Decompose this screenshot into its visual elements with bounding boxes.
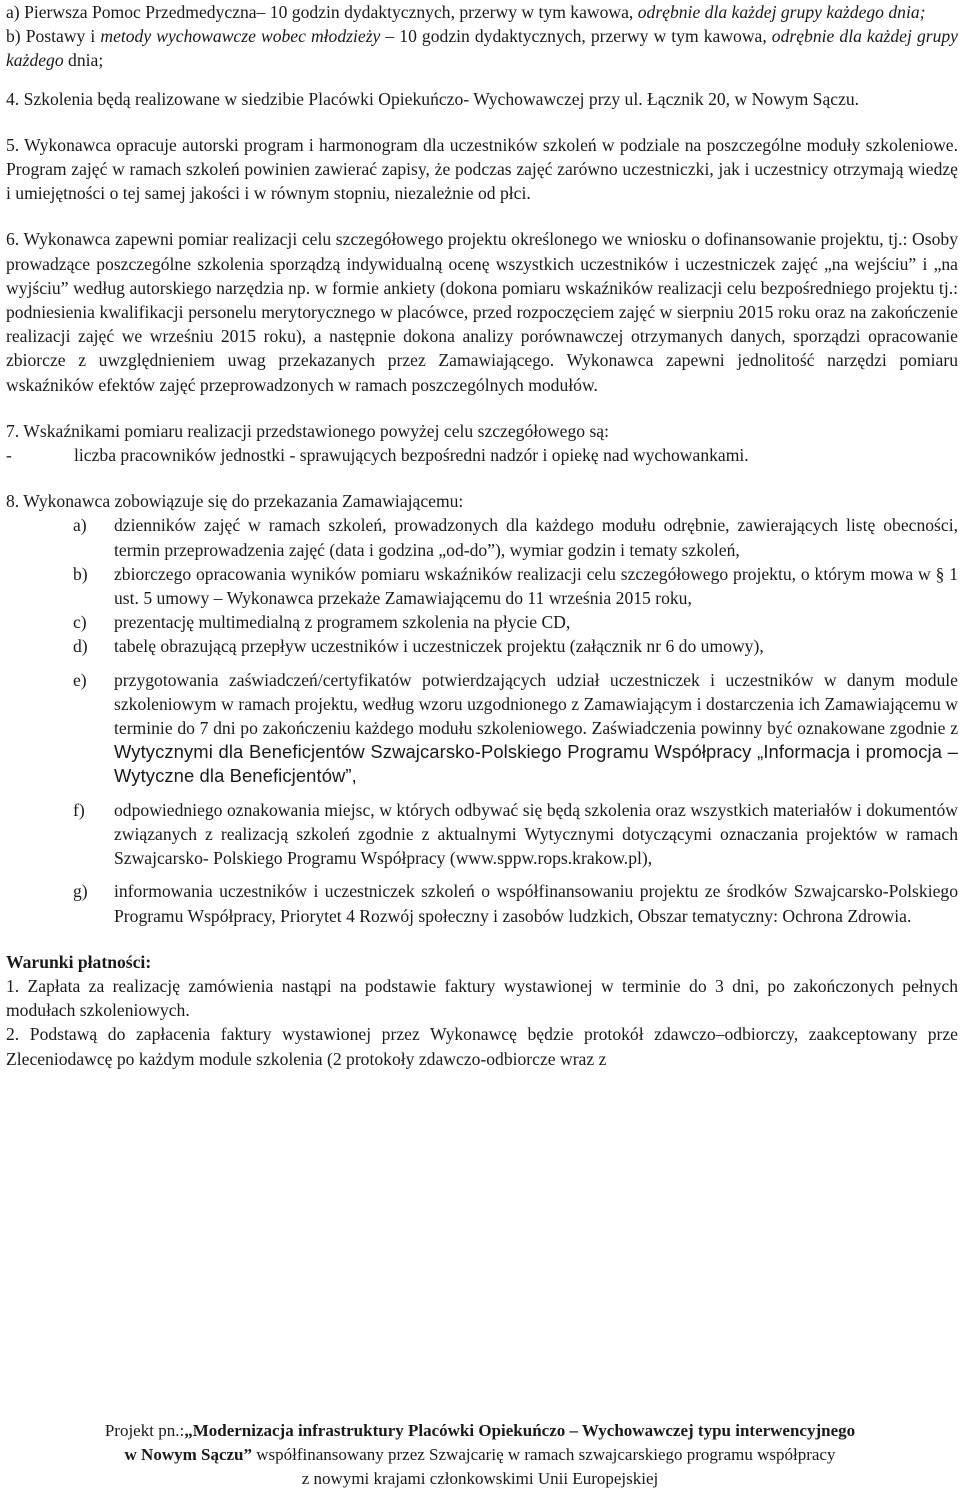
footer-line-3: z nowymi krajami członkowskimi Unii Europejskiej (301, 1469, 659, 1488)
payment-point-2: 2. Podstawą do zapłacenia faktury wystawionej przez Wykonawcę będzie protokół zdawczo–odbiorczy, zaakceptowany prze Zleceniodawcę po każdym module szkolenia (2 protokoły zdawczo-odbiorcze wraz z (6, 1024, 958, 1069)
document-page (6, 0, 958, 1071)
intro-a-italic: odrębnie dla każdej grupy każdego dnia; (637, 2, 926, 22)
section-7-item-text: liczba pracowników jednostki - sprawujących bezpośredni nadzór i opiekę nad wychowankami. (74, 445, 749, 466)
list-item-c: c) prezentację multimedialną z programem szkolenia na płycie CD, (73, 612, 571, 633)
footer-line-1: Projekt pn.:„Modernizacja infrastruktury Placówki Opiekuńczo – Wychowawczej typu interwencyjnego (104, 1421, 856, 1440)
section-6: 6. Wykonawca zapewni pomiar realizacji celu szczegółowego projektu określonego we wniosku o dofinansowanie projektu, tj.: Osoby prowadzące poszczególne szkolenia sporządzą indywidualną ocenę wszystkich uczestników i uczestniczek zajęć „na wejściu” i „na wyjściu” według autorskiego narzędzia np. w formie ankiety (dokona pomiaru wskaźników realizacji celu bezpośredniego projektu tj.: podniesienia kwalifikacji personelu merytorycznego w placówce, przed rozpoczęciem zajęć w sierpniu 2015 roku oraz na zakończenie realizacji zajęć we wrześniu 2015 roku), a następnie dokona analizy porównawczej otrzymanych danych, sporządzi opracowanie zbiorcze z uwzględnieniem uwag przekazanych przez Zamawiającego. Wykonawca zapewni jednolitość narzędzi pomiaru wskaźników efektów zajęć przeprowadzonych w ramach poszczególnych modułów. (6, 229, 958, 395)
list-item-e: e) przygotowania zaświadczeń/certyfikatów potwierdzających udział uczestniczek i uczestników w danym module szkoleniowym w ramach projektu, według wzoru uzgodnionego z Zamawiającym i dostarczenia ich Zamawiającemu w terminie do 7 dni po zakończeniu każdego modułu szkoleniowego. Zaświadczenia powinny być oznakowane zgodnie z Wytycznymi dla Beneficjentów Szwajcarsko-Polskiego Programu Współpracy „Informacja i promocja – Wytyczne dla Beneficjentów”, (73, 669, 958, 787)
intro-item-b: b) Postawy i metody wychowawcze wobec młodzieży – 10 godzin dydaktycznych, przerwy w tym kawowa, odrębnie dla każdej grupy każdego dnia; (6, 26, 958, 71)
footer-line-2: w Nowym Sączu” współfinansowany przez Szwajcarię w ramach szwajcarskiego programu współpracy (124, 1445, 836, 1464)
list-item-f: f) odpowiedniego oznakowania miejsc, w których odbywać się będą szkolenia oraz wszystkich materiałów i dokumentów związanych z realizacją szkoleń zgodnie z aktualnymi Wytycznymi dotyczącymi oznaczania projektów w ramach Szwajcarsko- Polskiego Programu Współpracy (www.sppw.rops.krakow.pl), (73, 799, 958, 869)
list-item-g: g) informowania uczestników i uczestniczek szkoleń o współfinansowaniu projektu ze środków Szwajcarsko-Polskiego Programu Współpracy, Priorytet 4 Rozwój społeczny i zasobów ludzkich, Obszar tematyczny: Ochrona Zdrowia. (73, 881, 958, 926)
list-item-a: a) dzienników zajęć w ramach szkoleń, prowadzonych dla każdego modułu odrębnie, zawierających listę obecności, termin przeprowadzenia zajęć (data i godzina „od-do”), wymiar godzin i tematy szkoleń, (73, 515, 958, 560)
section-8-heading: 8. Wykonawca zobowiązuje się do przekazania Zamawiającemu: (6, 491, 464, 512)
guidelines-reference: Wytycznymi dla Beneficjentów Szwajcarsko-Polskiego Programu Współpracy „Informacja i promocja – Wytyczne dla Beneficjentów”, (114, 741, 958, 787)
intro-item-a: a) Pierwsza Pomoc Przedmedyczna– 10 godzin dydaktycznych, przerwy w tym kawowa, odrębnie dla każdej grupy każdego dnia; (6, 2, 926, 22)
page-footer (0, 1419, 960, 1491)
project-title: „Modernizacja infrastruktury Placówki Opiekuńczo – Wychowawczej typu interwencyjnego (184, 1421, 856, 1440)
list-item-b: b) zbiorczego opracowania wyników pomiaru wskaźników realizacji celu szczegółowego projektu, o którym mowa w § 1 ust. 5 umowy – Wykonawca przekaże Zamawiającemu do 11 września 2015 roku, (73, 563, 958, 609)
section-4: 4. Szkolenia będą realizowane w siedzibie Placówki Opiekuńczo- Wychowawczej przy ul. Łącznik 20, w Nowym Sączu. (6, 88, 860, 109)
dash-marker: - (6, 445, 12, 466)
section-7-item (6, 443, 958, 467)
section-7-heading: 7. Wskaźnikami pomiaru realizacji przedstawionego powyżej celu szczegółowego są: (6, 420, 610, 441)
section-8-list (6, 513, 958, 927)
payment-point-1: 1. Zapłata za realizację zamówienia nastąpi na podstawie faktury wystawionej w terminie do 3 dni, po zakończonych pełnych modułach szkoleniowych. (6, 975, 958, 1021)
payment-heading: Warunki płatności: (6, 951, 152, 972)
section-5: 5. Wykonawca opracuje autorski program i harmonogram dla uczestników szkoleń w podziale na poszczególne moduły szkoleniowe. Program zajęć w ramach szkoleń powinien zawierać zapisy, że podczas zajęć zarówno uczestniczki, jak i uczestnicy otrzymają wiedzę i umiejętności o tej samej jakości i w równym stopniu, niezależnie od płci. (6, 134, 958, 204)
list-item-d: d) tabelę obrazującą przepływ uczestników i uczestniczek projektu (załącznik nr 6 do umowy), (73, 636, 764, 657)
